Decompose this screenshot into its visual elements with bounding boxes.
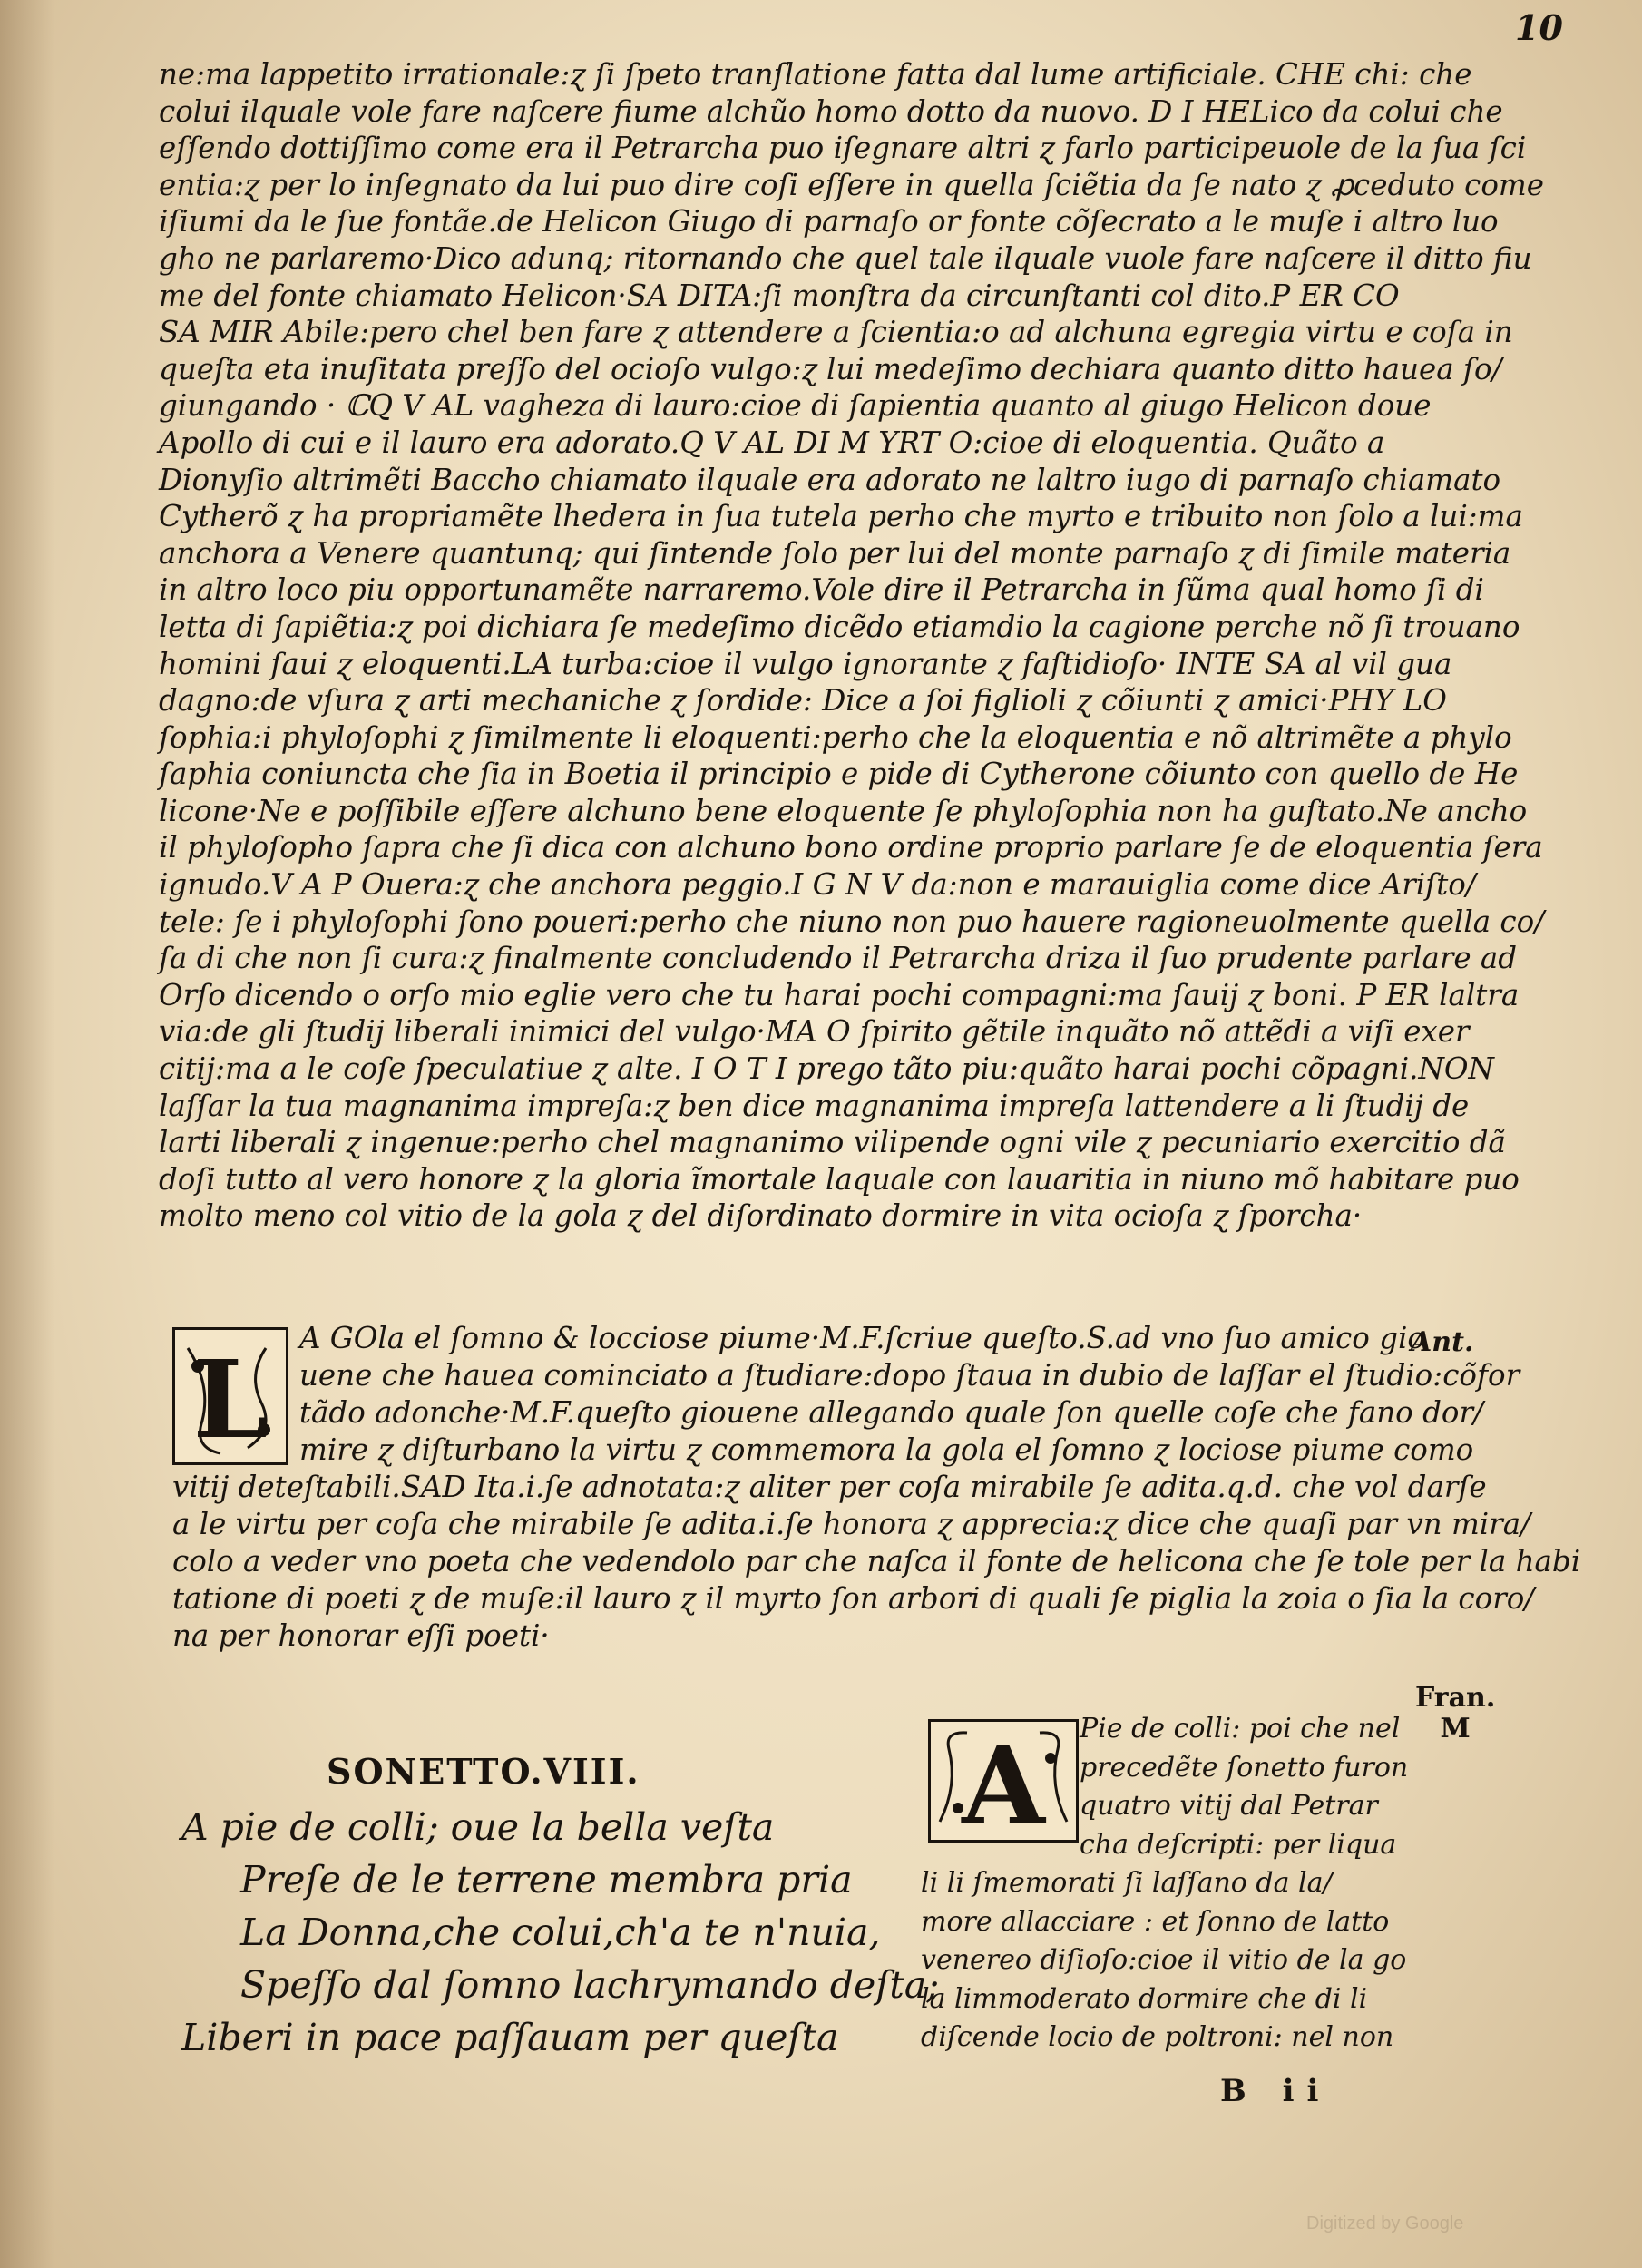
- text-line: Cytherõ ɀ ha propriamẽte lhedera in ſua tutela perho che myrto e tribuito non ſolo a lui:ma: [159, 499, 1523, 534]
- text-line: ſophia:i phyloſophi ɀ ſimilmente li eloquenti:perho che la eloquentia e nõ altrimẽte a phylo: [159, 719, 1512, 755]
- watermark: Digitized by Google: [1306, 2214, 1464, 2234]
- text-line: Orſo dicendo o orſo mio eglie vero che tu harai pochi compagni:ma ſauij ɀ boni. P ER laltra: [159, 977, 1520, 1012]
- text-line: via:de gli ſtudij liberali inimici del vulgo·MA O ſpirito gẽtile inquãto nõ attẽdi a viſi exer: [159, 1014, 1470, 1050]
- signature-mark: B ii: [1220, 2073, 1332, 2109]
- text-line: in altro loco piu opportunamẽte narraremo.Vole dire il Petrarcha in ſũma qual homo ſi di: [159, 572, 1484, 608]
- text-line: Pie de colli: poi che nel: [1080, 1713, 1401, 1745]
- sonnet-title: SONETTO.VIII.: [327, 1751, 640, 1792]
- text-line: vitij deteſtabili.SAD Ita.i.ſe adnotata:ɀ aliter per coſa mirabile ſe adita.q.d. che vol darſe: [172, 1470, 1487, 1504]
- text-line: giungando · ℂQ V AL vagheza di lauro:cioe di ſapientia quanto al giugo Helicon doue: [159, 388, 1432, 424]
- text-line: homini ſaui ɀ eloquenti.LA turba:cioe il vulgo ignorante ɀ faſtidioſo· INTE SA al vil gua: [159, 646, 1452, 681]
- text-line: tatione di poeti ɀ de muſe:il lauro ɀ il myrto ſon arbori di quali ſe piglia la zoia o ſia la coro/: [172, 1581, 1535, 1616]
- text-line: laſſar la tua magnanima impreſa:ɀ ben dice magnanima impreſa lattendere a li ſtudij de: [159, 1088, 1470, 1123]
- text-line: tele: ſe i phyloſophi ſono poueri:perho che niuno non puo hauere ragioneuolmente quella co/: [159, 904, 1545, 939]
- text-line: anchora a Venere quantunq; qui ſintende ſolo per lui del monte parnaſo ɀ di ſimile materia: [159, 535, 1511, 571]
- text-line: more allacciare : et ſonno de latto: [921, 1905, 1390, 1938]
- text-line: Apollo di cui e il lauro era adorato.Q V AL DI M YRT O:cioe di eloquentia. Quãto a: [159, 425, 1385, 460]
- margin-note-fran-line: M: [1440, 1713, 1471, 1745]
- text-line: li li ſmemorati ſi laſſano da la/: [921, 1867, 1333, 1899]
- text-line: a le virtu per coſa che mirabile ſe adita.i.ſe honora ɀ apprecia:ɀ dice che quaſi par vn mira/: [172, 1507, 1531, 1541]
- text-line: Dionyſio altrimẽti Baccho chiamato ilquale era adorato ne laltro iugo di parnaſo chiamato: [159, 462, 1501, 497]
- text-line: licone·Ne e poſſibile eſſere alchuno bene eloquente ſe phyloſophia non ha guſtato.Ne ancho: [159, 793, 1528, 828]
- text-line: iſiumi da le ſue fontãe.de Helicon Giugo di parnaſo or fonte cõſecrato a le muſe i altro luo: [159, 204, 1499, 240]
- text-line: queſta eta inuſitata preſſo del ocioſo vulgo:ɀ lui medeſimo dechiara quanto ditto hauea ſo/: [159, 351, 1502, 386]
- text-line: ignudo.V A P Ouera:ɀ che anchora peggio.I G N V da:non e marauiglia come dice Ariſto/: [159, 867, 1476, 903]
- text-line: molto meno col vitio de la gola ɀ del diſordinato dormire in vita ocioſa ɀ ſporcha·: [159, 1198, 1363, 1234]
- text-line: colo a veder vno poeta che vedendolo par che naſca il fonte de helicona che ſe tole per la habi: [172, 1544, 1581, 1579]
- text-line: ſaphia coniuncta che ſia in Boetia il principio e pide di Cytherone cõiunto con quello de He: [159, 757, 1519, 792]
- page-gutter-shadow: [0, 0, 54, 2268]
- text-line: eſſendo dottiſſimo come era il Petrarcha puo iſegnare altri ɀ farlo participeuole de la ſua ſci: [159, 131, 1527, 166]
- text-line: il phyloſopho ſapra che ſi dica con alchuno bono ordine proprio parlare ſe de eloquentia ſera: [159, 830, 1543, 865]
- commentary-bottom-block: [921, 1710, 1409, 2058]
- verse-line: Liberi in pace paſſauam per queſta: [181, 2016, 839, 2059]
- margin-note-fran: [1415, 1683, 1495, 1745]
- text-line: la limmoderato dormire che di li: [921, 1982, 1368, 2015]
- text-line: ſa di che non ſi cura:ɀ finalmente concludendo il Petrarcha driza il ſuo prudente parlare ad: [159, 941, 1518, 976]
- margin-note-fran-line: Fran.: [1415, 1682, 1496, 1714]
- text-line: uene che hauea cominciato a ſtudiare:dopo ſtaua in dubio de laſſar el ſtudio:cõfor: [299, 1358, 1520, 1393]
- text-line: letta di ſapiẽtia:ɀ poi dichiara ſe medeſimo dicẽdo etiamdio la cagione perche nõ ſi trouano: [159, 609, 1520, 644]
- text-line: SA MIR Abile:pero chel ben fare ɀ attendere a ſcientia:o ad alchuna egregia virtu e coſa in: [159, 315, 1513, 350]
- decorated-initial-a: [928, 1719, 1079, 1849]
- text-line: entia:ɀ per lo inſegnato da lui puo dire coſi eſſere in quella ſciẽtia da ſe nato ɀ ꝓceduto come: [159, 167, 1544, 202]
- text-line: tãdo adonche·M.F.queſto giouene allegando quale ſon quelle coſe che fano dor/: [299, 1395, 1483, 1430]
- commentary-top-block: [159, 56, 1545, 1235]
- verse-line: Speſſo dal ſomno lachrymando deſta;: [240, 1963, 940, 2007]
- text-line: colui ilquale vole fare naſcere fiume alchũo homo dotto da nuovo. D I HELico da colui che: [159, 93, 1503, 129]
- text-line: venereo diſioſo:cioe il vitio de la go: [921, 1944, 1407, 1976]
- text-line: mire ɀ diſturbano la virtu ɀ commemora la gola el ſomno ɀ lociose piume como: [299, 1432, 1474, 1467]
- text-line: precedẽte ſonetto furon: [1080, 1751, 1409, 1784]
- text-line: me del fonte chiamato Helicon·SA DITA:ſi monſtra da circunſtanti col dito.P ER CO: [159, 278, 1400, 313]
- verse-line: La Donna,che colui,ch'a te n'nuia,: [240, 1911, 881, 1954]
- svg-text:L: L: [192, 1336, 269, 1462]
- text-line: diſcende locio de poltroni: nel non: [921, 2021, 1394, 2053]
- sonnet-verses: [181, 1801, 939, 2064]
- text-line: doſi tutto al vero honore ɀ la gloria ĩmortale laquale con lauaritia in niuno mõ habitare puo: [159, 1161, 1520, 1197]
- text-line: quatro vitij dal Petrar: [1080, 1790, 1378, 1822]
- margin-note-ant: Ant.: [1411, 1326, 1474, 1358]
- verse-line: Preſe de le terrene membra pria: [240, 1858, 853, 1901]
- text-line: na per honorar eſſi poeti·: [172, 1618, 550, 1653]
- text-line: ne:ma lappetito irrationale:ɀ ſi ſpeto tranſlatione fatta dal lume artificiale. CHE chi: che: [159, 57, 1472, 92]
- decorated-initial-l-icon: [175, 1330, 286, 1462]
- text-line: gho ne parlaremo·Dico adunq; ritornando che quel tale ilquale vuole fare naſcere il ditto fiu: [159, 240, 1532, 276]
- text-line: dagno:de vſura ɀ arti mechaniche ɀ ſordide: Dice a ſoi figlioli ɀ cõiunti ɀ amici·PHY LO: [159, 683, 1447, 719]
- svg-text:A: A: [962, 1723, 1045, 1849]
- decorated-initial-a-icon: [931, 1722, 1076, 1849]
- decorated-initial-l: [172, 1327, 288, 1465]
- text-line: larti liberali ɀ ingenue:perho chel magnanimo vilipende ogni vile ɀ pecuniario exercitio dã: [159, 1125, 1506, 1160]
- verse-line: A pie de colli; oue la bella veſta: [181, 1805, 775, 1849]
- text-line: A GOla el ſomno & locciose piume·M.F.ſcriue queſto.S.ad vno ſuo amico gio: [299, 1321, 1425, 1355]
- text-line: citij:ma a le coſe ſpeculatiue ɀ alte. I O T I prego tãto piu:quãto harai pochi cõpagni.NON: [159, 1051, 1494, 1087]
- text-line: cha deſcripti: per liqua: [1080, 1828, 1397, 1861]
- folio-number: 10: [1515, 7, 1563, 48]
